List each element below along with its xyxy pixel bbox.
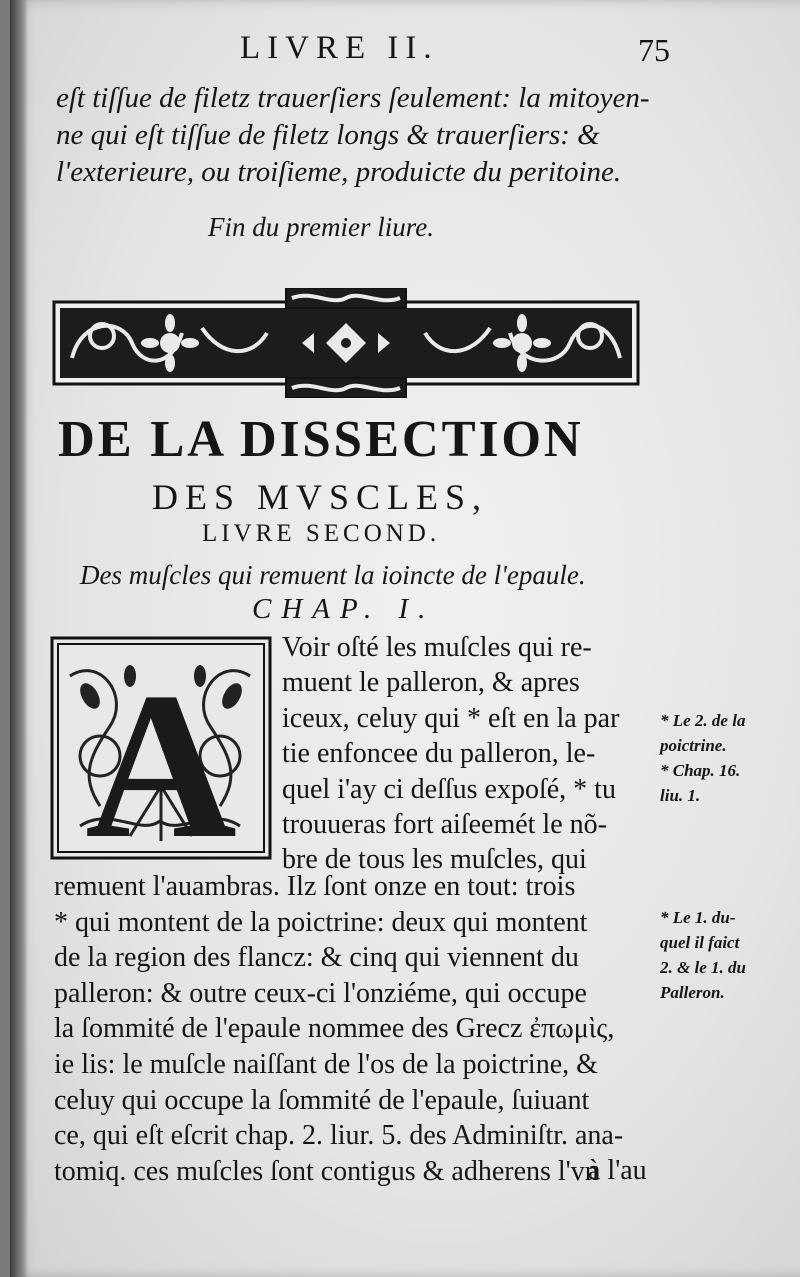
text-line: ne qui eſt tiſſue de filetz longs & trauerſiers: & — [56, 119, 600, 151]
margin-note-line: Palleron. — [660, 983, 725, 1002]
page-number: 75 — [638, 32, 670, 68]
book-page — [10, 0, 800, 1277]
catchword: à l'au — [588, 1155, 647, 1186]
text-line: trouueras fort aiſeemét le nõ- — [282, 809, 607, 841]
book-title: DE LA DISSECTION — [58, 411, 584, 468]
text-line: l'exterieure, ou troiſieme, produicte du peritoine. — [56, 156, 622, 188]
book-number: LIVRE SECOND. — [202, 520, 441, 547]
decorated-initial — [50, 636, 272, 860]
margin-note-line: poictrine. — [660, 736, 727, 755]
continued-text — [56, 80, 650, 191]
ornamental-headpiece — [52, 288, 640, 398]
text-line: eſt tiſſue de filetz trauerſiers ſeulement: la mitoyen- — [56, 82, 650, 114]
text-line: ie lis: le muſcle naiſſant de l'os de la poictrine, & — [54, 1048, 598, 1080]
margin-note-line: * Chap. 16. — [660, 761, 741, 780]
margin-note — [660, 708, 745, 808]
initial-letter: A — [85, 650, 237, 860]
text-line: muent le palleron, & apres — [282, 667, 580, 699]
text-line: iceux, celuy qui * eſt en la par — [282, 702, 620, 734]
body-text — [54, 869, 623, 1189]
text-line: tie enfoncee du palleron, le- — [282, 738, 596, 770]
page-spine-shadow — [10, 0, 28, 1277]
text-line: ce, qui eſt eſcrit chap. 2. liur. 5. des Adminiſtr. ana- — [54, 1120, 624, 1152]
text-line: celuy qui occupe la ſommité de l'epaule, ſuiuant — [54, 1084, 590, 1116]
chapter-number: CHAP. I. — [252, 593, 436, 625]
text-line: quel i'ay ci deſſus expoſé, * tu — [282, 773, 616, 805]
margin-note-line: * Le 2. de la — [660, 711, 746, 730]
text-line: remuent l'auambras. Ilz ſont onze en tout: trois — [54, 871, 576, 902]
chapter-title: Des muſcles qui remuent la ioincte de l'epaule. — [80, 560, 586, 590]
end-of-book-note: Fin du premier liure. — [208, 212, 434, 242]
margin-note-line: * Le 1. du- — [660, 908, 736, 927]
text-line: palleron: & outre ceux-ci l'onziéme, qui occupe — [54, 977, 587, 1009]
body-text-indented — [282, 630, 619, 878]
text-line: bre de tous les muſcles, qui — [282, 844, 587, 876]
text-line: la ſommité de l'epaule nommee des Grecz ἐπωμὶς, — [54, 1013, 615, 1045]
text-line: tomiq. ces muſcles ſont contigus & adherens l'vn — [54, 1155, 599, 1187]
text-line: de la region des flancz: & cinq qui viennent du — [54, 942, 579, 974]
margin-note-line: 2. & le 1. du — [660, 958, 746, 977]
text-line: * qui montent de la poictrine: deux qui montent — [54, 906, 588, 938]
margin-note-line: quel il faict — [660, 933, 740, 952]
margin-note — [660, 905, 746, 1005]
book-subtitle: DES MVSCLES, — [152, 477, 489, 517]
running-head: LIVRE II. — [240, 30, 439, 66]
margin-note-line: liu. 1. — [660, 786, 701, 805]
text-line: Voir oſté les muſcles qui re- — [282, 632, 592, 663]
